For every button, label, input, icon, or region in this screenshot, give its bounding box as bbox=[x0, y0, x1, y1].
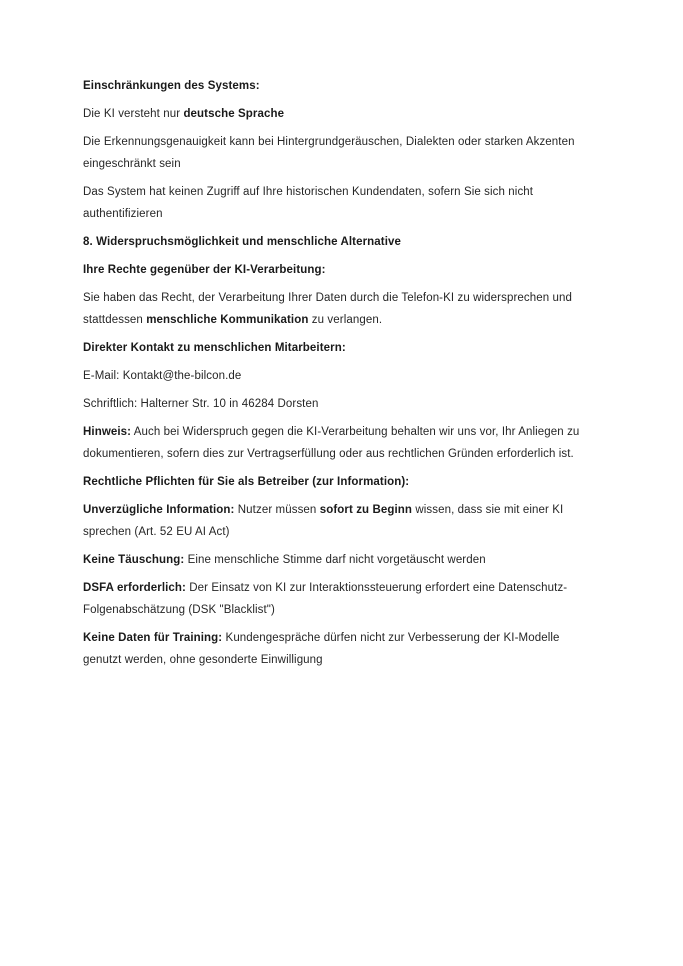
bold-text-run: Hinweis: bbox=[83, 426, 132, 438]
bold-text-run: 8. Widerspruchsmöglichkeit und menschliche Alternative bbox=[83, 236, 402, 248]
bold-text-run: sofort zu Beginn bbox=[319, 504, 413, 516]
paragraph bbox=[83, 231, 600, 253]
bold-text-run: deutsche Sprache bbox=[183, 108, 285, 120]
bold-text-run: Keine Täuschung: bbox=[83, 554, 185, 566]
paragraph bbox=[83, 131, 600, 175]
text-run: Die Erkennungsgenauigkeit kann bei Hintergrundgeräuschen, Dialekten oder starken Akzenten eingeschränkt sein bbox=[83, 136, 575, 170]
text-run: Der Einsatz von KI zur Interaktionssteuerung erfordert eine Datenschutz-Folgenabschätzung (DSK "Blacklist") bbox=[83, 582, 568, 616]
paragraph bbox=[83, 181, 600, 225]
paragraph bbox=[83, 393, 600, 415]
text-run: Eine menschliche Stimme darf nicht vorgetäuscht werden bbox=[184, 554, 486, 566]
bold-text-run: Einschränkungen des Systems: bbox=[83, 80, 260, 92]
text-run: Nutzer müssen bbox=[234, 504, 320, 516]
text-run: E-Mail: Kontakt@the-bilcon.de bbox=[83, 370, 242, 382]
paragraph bbox=[83, 337, 600, 359]
paragraph bbox=[83, 103, 600, 125]
bold-text-run: Keine Daten für Training: bbox=[83, 632, 223, 644]
text-run: Kundengespräche dürfen nicht zur Verbesserung der KI-Modelle genutzt werden, ohne gesonderte Einwilligung bbox=[83, 632, 560, 666]
paragraph bbox=[83, 75, 600, 97]
paragraph bbox=[83, 287, 600, 331]
bold-text-run: menschliche Kommunikation bbox=[146, 314, 309, 326]
paragraph bbox=[83, 549, 600, 571]
bold-text-run: Rechtliche Pflichten für Sie als Betreiber (zur Information): bbox=[83, 476, 410, 488]
text-run: Sie haben das Recht, der Verarbeitung Ihrer Daten durch die Telefon-KI zu widersprechen und stattdessen bbox=[83, 292, 572, 326]
document-body bbox=[83, 75, 600, 671]
bold-text-run: Direkter Kontakt zu menschlichen Mitarbeitern: bbox=[83, 342, 346, 354]
text-run: Die KI versteht nur bbox=[83, 108, 184, 120]
text-run: Das System hat keinen Zugriff auf Ihre historischen Kundendaten, sofern Sie sich nicht authentifizieren bbox=[83, 186, 534, 220]
paragraph bbox=[83, 471, 600, 493]
paragraph bbox=[83, 259, 600, 281]
bold-text-run: DSFA erforderlich: bbox=[83, 582, 186, 594]
paragraph bbox=[83, 499, 600, 543]
text-run: Auch bei Widerspruch gegen die KI-Verarbeitung behalten wir uns vor, Ihr Anliegen zu dokumentieren, sofern dies zur Vertragserfüllung oder aus rechtlichen Gründen erforderlich ist. bbox=[83, 426, 580, 460]
text-run: Schriftlich: Halterner Str. 10 in 46284 Dorsten bbox=[83, 398, 319, 410]
paragraph bbox=[83, 421, 600, 465]
paragraph bbox=[83, 627, 600, 671]
text-run: wissen, dass sie mit einer KI sprechen (Art. 52 EU AI Act) bbox=[83, 504, 564, 538]
paragraph bbox=[83, 577, 600, 621]
bold-text-run: Unverzügliche Information: bbox=[83, 504, 235, 516]
bold-text-run: Ihre Rechte gegenüber der KI-Verarbeitung: bbox=[83, 264, 326, 276]
paragraph bbox=[83, 365, 600, 387]
text-run: zu verlangen. bbox=[308, 314, 383, 326]
